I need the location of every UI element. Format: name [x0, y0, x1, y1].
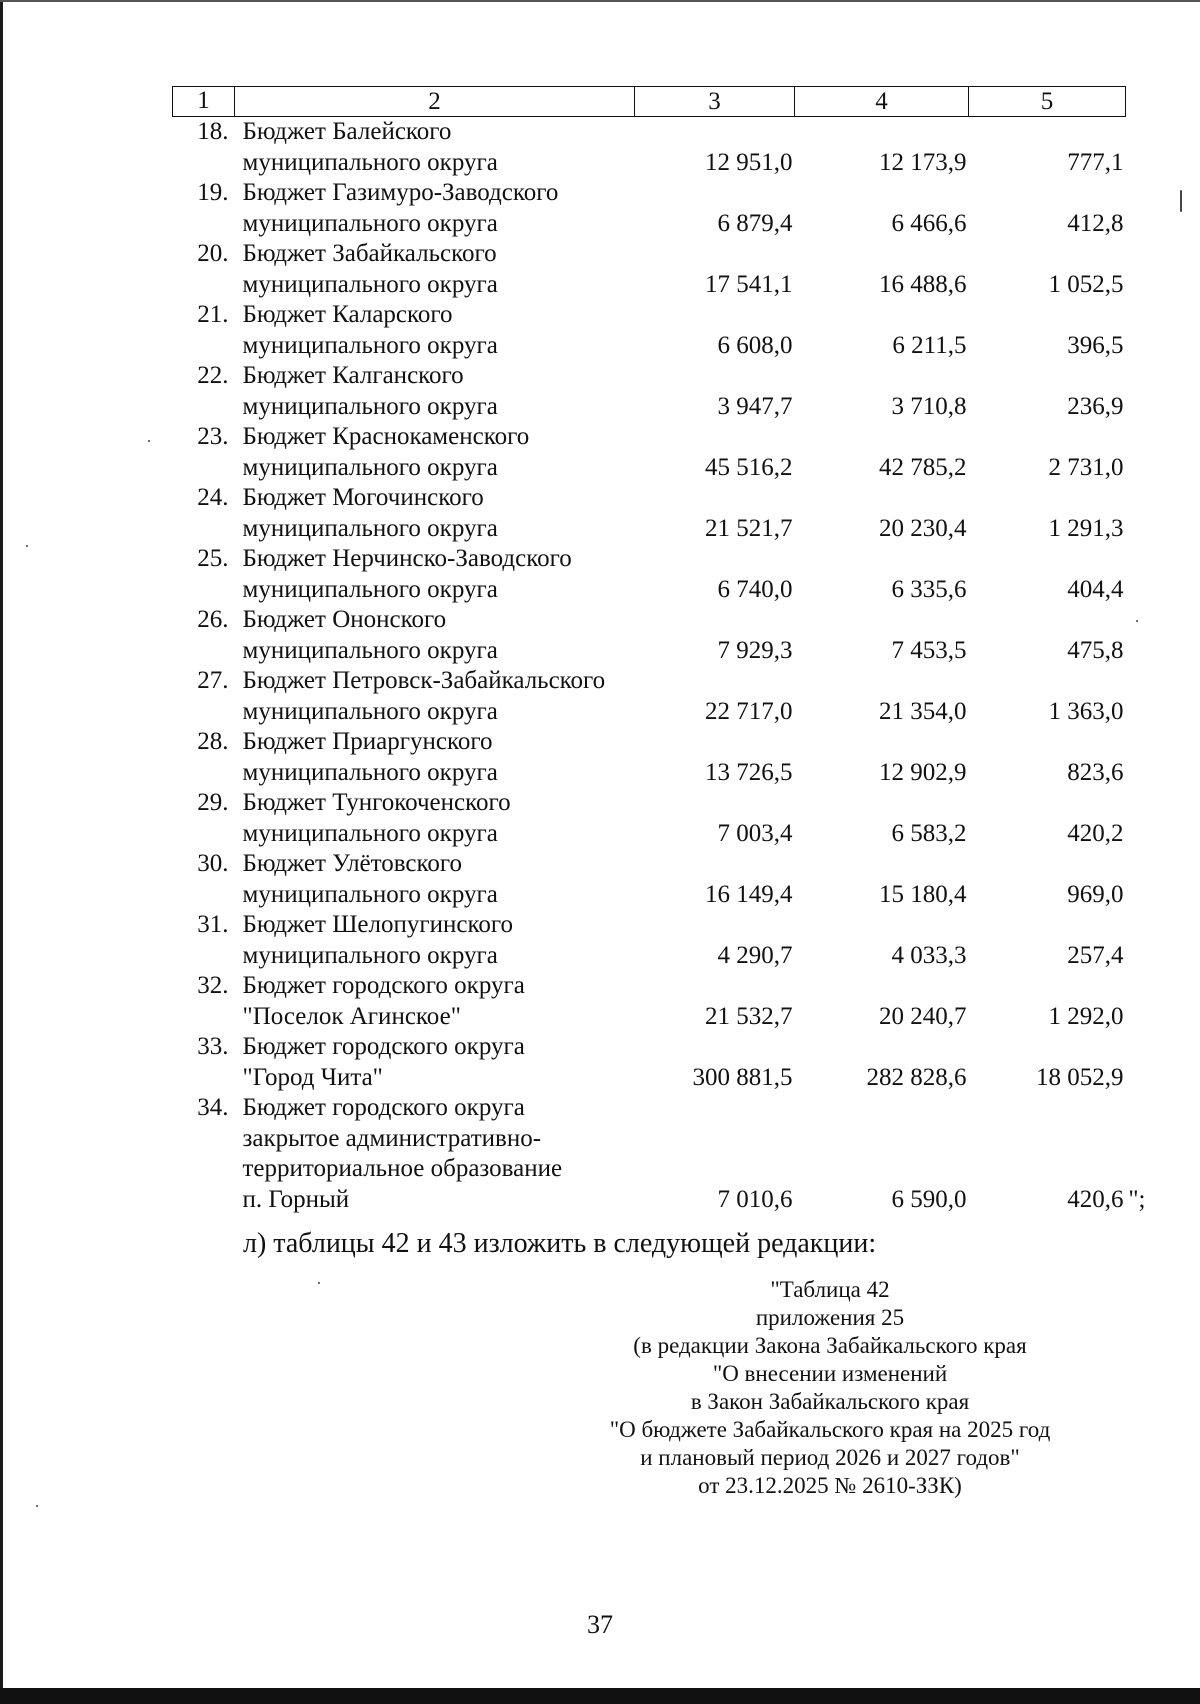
row-number: 32. [197, 972, 229, 999]
budget-name-line: Бюджет Тунгокоченского [242, 789, 511, 816]
value-c3: 7 003,4 [717, 819, 793, 847]
value-c5 [969, 849, 1126, 910]
budget-name-line: Бюджет городского округа [242, 1033, 525, 1060]
value-c5-text: 18 052,9 [1036, 1063, 1124, 1091]
row-number: 29. [197, 789, 229, 816]
value-c4: 12 902,9 [879, 758, 967, 786]
budget-name [235, 422, 635, 483]
budget-name-line: Бюджет Нерчинско-Заводского [242, 545, 572, 572]
value-c5 [969, 1093, 1146, 1215]
value-c5-text: 420,2 [1067, 819, 1124, 847]
budget-name [235, 544, 635, 605]
value-c4: 6 583,2 [891, 819, 967, 847]
value-c5-text: 969,0 [1067, 880, 1124, 908]
value-c4: 12 173,9 [879, 148, 967, 176]
row-number: 20. [197, 240, 229, 267]
row-number: 25. [197, 545, 229, 572]
table-row [173, 910, 1126, 971]
value-c5 [969, 117, 1126, 179]
value-c3: 21 521,7 [705, 514, 793, 542]
budget-name-line: закрытое административно- [242, 1124, 542, 1152]
budget-name-line: Бюджет Шелопугинского [242, 911, 513, 938]
table-row [173, 788, 1126, 849]
value-c5 [969, 788, 1126, 849]
value-c3: 7 929,3 [717, 636, 793, 664]
value-c3: 6 879,4 [717, 209, 793, 237]
value-c4: 6 590,0 [891, 1185, 967, 1213]
budget-name-line: "Поселок Агинское" [242, 1002, 461, 1030]
scan-artifact [36, 1505, 38, 1507]
budget-name-line: территориальное образование [242, 1155, 563, 1182]
value-c5-text: 1 291,3 [1048, 514, 1124, 542]
budget-name [235, 971, 635, 1032]
value-c5 [969, 483, 1126, 544]
budget-name-line: муниципального округа [242, 941, 498, 969]
value-c4: 20 230,4 [879, 514, 967, 542]
value-c3: 22 717,0 [705, 697, 793, 725]
row-number: 23. [197, 423, 229, 450]
table-row [173, 1093, 1126, 1215]
caption-line: в Закон Забайкальского края [690, 1389, 970, 1414]
budget-name-line: Бюджет Калганского [242, 362, 464, 389]
scan-artifact [1180, 190, 1182, 212]
budget-name-line: муниципального округа [242, 819, 498, 847]
value-c5-text: 823,6 [1067, 758, 1124, 786]
page-number: 37 [587, 1610, 613, 1639]
value-c5 [969, 1032, 1126, 1093]
value-c4: 6 211,5 [892, 331, 967, 359]
value-c4: 4 033,3 [891, 941, 967, 969]
budget-name-line: муниципального округа [242, 880, 498, 908]
table-row [173, 239, 1126, 300]
table-row [173, 117, 1126, 179]
budget-name [235, 605, 635, 666]
budget-name [235, 239, 635, 300]
value-c5-text: 420,6 [1067, 1185, 1124, 1213]
caption-line: приложения 25 [755, 1305, 905, 1330]
table-row [173, 178, 1126, 239]
row-number: 34. [197, 1094, 229, 1121]
value-c4: 20 240,7 [879, 1002, 967, 1030]
value-c5-text: 404,4 [1067, 575, 1124, 603]
table-row [173, 544, 1126, 605]
table-row [173, 727, 1126, 788]
scan-edge-left [0, 0, 3, 1704]
budget-name [235, 117, 635, 179]
row-number: 24. [197, 484, 229, 511]
column-header: 2 [235, 87, 635, 117]
value-c3: 16 149,4 [705, 880, 793, 908]
scan-edge-top [0, 0, 1200, 2]
value-c5 [969, 910, 1126, 971]
caption-line: (в редакции Закона Забайкальского края [633, 1333, 1027, 1358]
budget-name-line: муниципального округа [242, 331, 498, 359]
value-c5-text: 412,8 [1067, 209, 1124, 237]
budget-name-line: муниципального округа [242, 575, 498, 603]
table-row [173, 971, 1126, 1032]
budget-name-line: муниципального округа [242, 697, 498, 725]
value-c3: 300 881,5 [692, 1063, 793, 1091]
value-c5 [969, 544, 1126, 605]
value-c5 [969, 361, 1126, 422]
budget-name [235, 361, 635, 422]
scan-artifact [26, 545, 28, 547]
value-c5-text: 396,5 [1067, 331, 1124, 359]
table-row [173, 300, 1126, 361]
budget-name-line: Бюджет Забайкальского [242, 240, 497, 267]
column-header: 4 [795, 87, 969, 117]
value-c5 [969, 300, 1126, 361]
budget-name [235, 849, 635, 910]
value-c3: 17 541,1 [705, 270, 793, 298]
budget-name-line: муниципального округа [242, 636, 498, 664]
value-c5-text: 257,4 [1067, 941, 1124, 969]
value-c5-text: 236,9 [1067, 392, 1124, 420]
row-number: 26. [197, 606, 229, 633]
table-row [173, 483, 1126, 544]
row-number: 19. [197, 179, 229, 206]
table-row [173, 361, 1126, 422]
value-c5 [969, 178, 1126, 239]
value-c4: 6 335,6 [891, 575, 967, 603]
budget-table [172, 86, 1146, 1215]
table-caption [580, 1276, 1080, 1500]
budget-name-line: муниципального округа [242, 758, 498, 786]
amendment-instruction: л) таблицы 42 и 43 изложить в следующей редакции: [243, 1228, 877, 1259]
caption-line: "О внесении изменений [712, 1361, 948, 1386]
budget-name-line: Бюджет Газимуро-Заводского [242, 179, 559, 206]
value-c4: 3 710,8 [891, 392, 967, 420]
budget-name-line: муниципального округа [242, 392, 498, 420]
budget-name-line: Бюджет Ононского [242, 606, 447, 633]
budget-name [235, 910, 635, 971]
value-c3: 13 726,5 [705, 758, 793, 786]
row-number: 31. [197, 911, 229, 938]
column-header: 3 [635, 87, 795, 117]
table-row [173, 849, 1126, 910]
caption-line: от 23.12.2025 № 2610-ЗЗК) [698, 1473, 962, 1498]
value-c5 [969, 971, 1126, 1032]
budget-name-line: Бюджет Краснокаменского [242, 423, 530, 450]
value-c5-text: 1 052,5 [1048, 270, 1124, 298]
table-body [173, 117, 1146, 1216]
value-c3: 45 516,2 [705, 453, 793, 481]
budget-name-line: Бюджет Петровск-Забайкальского [242, 667, 606, 694]
budget-name [235, 300, 635, 361]
budget-name-line: муниципального округа [242, 270, 498, 298]
scan-artifact [1136, 620, 1138, 622]
value-c3: 6 740,0 [717, 575, 793, 603]
scan-edge-bottom [0, 1688, 1200, 1704]
row-number: 33. [197, 1033, 229, 1060]
budget-name-line: Бюджет Могочинского [242, 484, 484, 511]
value-c3: 4 290,7 [717, 941, 793, 969]
closing-quote: "; [1128, 1185, 1146, 1213]
budget-name [235, 178, 635, 239]
value-c5 [969, 422, 1126, 483]
value-c4: 42 785,2 [879, 453, 967, 481]
table-row [173, 605, 1126, 666]
budget-name-line: муниципального округа [242, 148, 498, 176]
caption-line: "Таблица 42 [770, 1277, 890, 1302]
value-c5-text: 475,8 [1067, 636, 1124, 664]
budget-name-line: Бюджет городского округа [242, 1094, 525, 1121]
table-header-row [173, 87, 1126, 117]
column-header: 1 [173, 87, 235, 117]
value-c3: 21 532,7 [705, 1002, 793, 1030]
budget-name [235, 788, 635, 849]
value-c4: 282 828,6 [866, 1063, 967, 1091]
budget-name [235, 483, 635, 544]
value-c5 [969, 239, 1126, 300]
value-c4: 6 466,6 [891, 209, 967, 237]
budget-name-line: Бюджет Улётовского [242, 850, 463, 877]
budget-name [235, 1093, 635, 1215]
value-c5-text: 1 363,0 [1048, 697, 1124, 725]
scan-artifact [318, 1282, 320, 1284]
budget-name-line: муниципального округа [242, 209, 498, 237]
value-c4: 15 180,4 [879, 880, 967, 908]
value-c4: 16 488,6 [879, 270, 967, 298]
column-header: 5 [969, 87, 1126, 117]
value-c3: 7 010,6 [717, 1185, 793, 1213]
value-c5 [969, 727, 1126, 788]
budget-name [235, 666, 635, 727]
budget-name [235, 727, 635, 788]
value-c5-text: 1 292,0 [1048, 1002, 1124, 1030]
budget-name-line: муниципального округа [242, 514, 498, 542]
table-row [173, 1032, 1126, 1093]
value-c3: 12 951,0 [705, 148, 793, 176]
value-c5-text: 777,1 [1067, 148, 1124, 176]
table-row [173, 422, 1126, 483]
value-c4: 21 354,0 [879, 697, 967, 725]
budget-name-line: муниципального округа [242, 453, 498, 481]
row-number: 18. [197, 118, 229, 145]
value-c5 [969, 666, 1126, 727]
row-number: 28. [197, 728, 229, 755]
row-number: 21. [197, 301, 229, 328]
value-c5 [969, 605, 1126, 666]
value-c4: 7 453,5 [891, 636, 967, 664]
value-c5-text: 2 731,0 [1048, 453, 1124, 481]
row-number: 30. [197, 850, 229, 877]
scan-artifact [148, 440, 150, 442]
caption-line: "О бюджете Забайкальского края на 2025 год [609, 1417, 1051, 1442]
caption-line: и плановый период 2026 и 2027 годов" [640, 1445, 1020, 1470]
budget-name-line: Бюджет Каларского [242, 301, 453, 328]
budget-name [235, 1032, 635, 1093]
row-number: 27. [197, 667, 229, 694]
budget-name-line: Бюджет Балейского [242, 118, 452, 145]
budget-name-line: п. Горный [242, 1185, 350, 1213]
value-c3: 6 608,0 [717, 331, 793, 359]
budget-name-line: Бюджет городского округа [242, 972, 525, 999]
row-number: 22. [197, 362, 229, 389]
value-c3: 3 947,7 [717, 392, 793, 420]
budget-name-line: "Город Чита" [242, 1063, 383, 1091]
budget-name-line: Бюджет Приаргунского [242, 728, 493, 755]
table-row [173, 666, 1126, 727]
